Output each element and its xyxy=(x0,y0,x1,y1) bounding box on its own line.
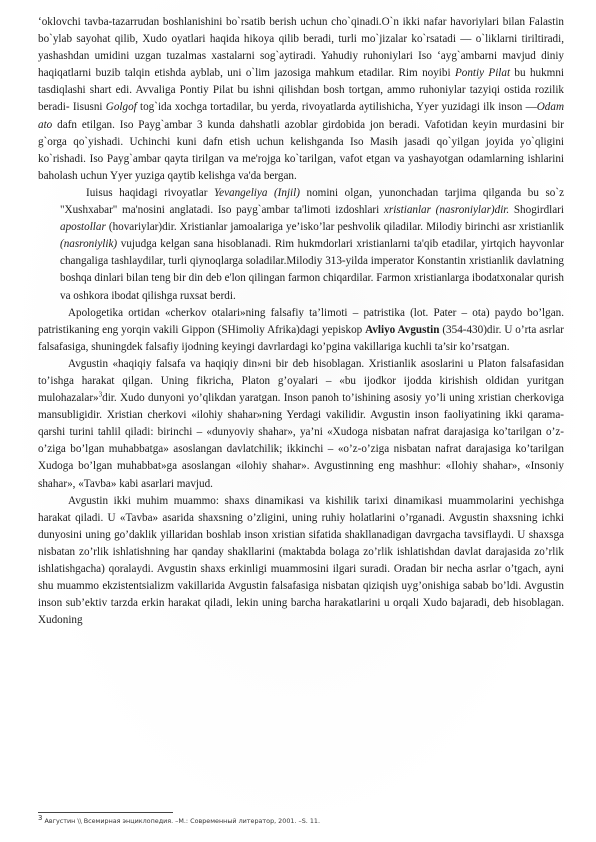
body-text xyxy=(38,14,564,629)
italic-term: Pontiy Pilat xyxy=(454,67,511,80)
footnote-divider xyxy=(38,812,173,813)
italic-term: Golgof xyxy=(105,101,137,114)
italic-term: Yevangeliya (Injil) xyxy=(213,186,300,199)
paragraph-3: Apologetika ortidan «cherkov otalari»ning falsafiy ta’limoti – patristika (lot. Pater – ota) paydo bo’lgan. patristikaning eng yorqin vakili Gippon (SHimoliy Afrika)dagi yepiskop Avliyo Avgustin (354-430)dir. U o’rta asrlar falsafasiga, shuningdek falsafiy ijodning keyingi davrlardagi ko’pgina vakillariga kuchli ta’sir ko’rsatgan. xyxy=(38,306,564,353)
italic-term: Odam ato xyxy=(38,101,564,131)
paragraph-2-quote: Iuisus haqidagi rivoyatlar Yevangeliya (Injil) nomini olgan, yunonchadan tarjima qilganda bu so`z "Xushxabar" ma'nosini anglatadi. Iso payg`ambar ta'limoti izdoshlari xristianlar (nasroniylar)dir. Shogirdlari apostollar (hovariylar)dir. Xristianlar jamoalariga ye’isko’lar peshvolik qiladilar. Milodiy birinchi asr xristianlik (nasroniylik) vujudga kelgan sana hisoblanadi. Rim hukmdorlari xristianlarni ta'qib etadilar, yirtqich hayvonlar changaliga tashlaydilar, turli qiynoqlarga soladilar.Milodiy 313-yilda imperator Konstantin xristianlik davlatning boshqa dinlari bilan teng bir din deb e'lon qilingan farmon chiqardilar. Farmon xristianlarga ibodatxonalar qurish va oshkora ibodat qilishga ruxsat berdi. xyxy=(60,186,565,302)
bold-term: Avliyo Avgustin xyxy=(365,323,440,336)
paragraph-4: Avgustin «haqiqiy falsafa va haqiqiy din»ni bir deb hisoblagan. Xristianlik asoslarini u Platon falsafasidan to’ishga harakat qilgan. Uning fikricha, Platon g’oyalari – «bu ijodkor ijodda kirishish oldidan yuritgan mulohazalar»$^3$dir. Xudo dunyoni yo’qlikdan yaratgan. Inson panoh to’ishining asosiy yo’li uning xristian cherkoviga mansubligidir. Xristian cherkovi «ilohiy shahar»ning Yerdagi vakilidir. Avgustin inson faoliyatining ikki qarama-qarshi turini tahlil qiladi: birinchi – «dunyoviy shahar», ya’ni «Xudoga nisbatan nafrat darajasiga ko’tarilgan o’z-o’ziga bo’lgan muhabbatga» asoslangan davlatchilik; ikkinchi – «o’z-o’ziga nisbatan nafrat darajasiga ko’tarilgan Xudoga bo’lgan muhabbat»ga asoslangan «ilohiy shahar». Avgustinning eng mashhur: «Ilohiy shahar», «Insoniy shahar», «Tavba» kabi asarlari mavjud. xyxy=(38,357,564,490)
footnote-text: Августин \\ Всемирная энциклопедия. –М.: Современный литератор, 2001. –S. 11. xyxy=(42,817,320,825)
footnote xyxy=(38,813,564,825)
italic-term: xristianlar (nasroniylar)dir. xyxy=(383,204,510,217)
paragraph-1: ‘oklovchi tavba-tazarrudan boshlanishini bo`rsatib berish uchun cho`qinadi.O`n ikki nafar havoriylari bilan Falastin bo`ylab sayohat qilib, Xudo oyatlari haqida hikoya qilib beradi, turli mo`jizalar ko`rsatadi — o`liklarni tiriltiradi, yashashdan umidini uzgan tuzalmas xastalarni sog`aytiradi. Yahudiy ruhoniylari Iso ‘ayg`ambarni mavjud diniy haqiqatlarni buzib talqin etishda ayblab, uni o`lim jazosiga mahkum etadilar. Rim noyibi Pontiy Pilat bu hukmni tasdiqlashi shart edi. Avvaliga Pontiy Pilat bu ishni qilishdan bosh tortgan, ammo ruhoniylar tazyiqi ostida rozilik beradi- Iisusni Golgof tog`ida xochga tortadilar, bu yerda, rivoyatlarda aytilishicha, Yyer yuzidagi ilk inson —Odam ato dafn etilgan. Iso Payg`ambar 3 kunda dahshatli azoblar girdobida jon beradi. Vafotidan keyin murdasini bir g`orga qo`yishadi. Uchinchi kuni dafn etish uchun kelishganda Iso Masih jasadi qo`yilgan joyida yo`qligini ko`rishadi. Iso Payg`ambar qayta tirilgan va me'rojga ko`tarilgan, vafot etgan va yashayotgan odamlarning ishlarini baholash uchun Yyer yuziga qaytib kelishga va'da bergan. xyxy=(38,16,564,182)
italic-term: (nasroniylik) xyxy=(60,238,118,251)
italic-term: apostollar xyxy=(60,221,106,234)
footnote-ref: 3 xyxy=(98,390,103,399)
footnote-number: 3 xyxy=(38,813,43,822)
paragraph-5: Avgustin ikki muhim muammo: shaxs dinamikasi va kishilik tarixi dinamikasi muammolarini yechishga harakat qiladi. U «Tavba» asarida shaxsning o’zligini, uning ruhiy holatlarini o’rganadi. Avgustin shaxsning ichki dunyosini uning go’daklik yillaridan boshlab inson xristian sifatida shakllanadigan davrgacha tavsiflaydi. U shaxsga nisbatan zo’rlik ishlatishning har qanday shakllarini (maktabda bolaga zo’rlik ishlatishdan davlat darajasida zo’rlik ishlatishgacha) qoralaydi. Avgustin shaxs erkinligi muammosini ilgari suradi. Oradan bir necha asrlar o’tgach, ayni shu muammo ekzistentsializm vakillarida Avgustin falsafasiga nisbatan qiziqish uyg’onishiga sabab bo’ldi. Avgustin inson sub’ektiv tarzda erkin harakat qiladi, lekin uning barcha harakatlarini u orqali Xudo bajaradi, deb hisoblagan. Xudoning xyxy=(38,494,564,627)
